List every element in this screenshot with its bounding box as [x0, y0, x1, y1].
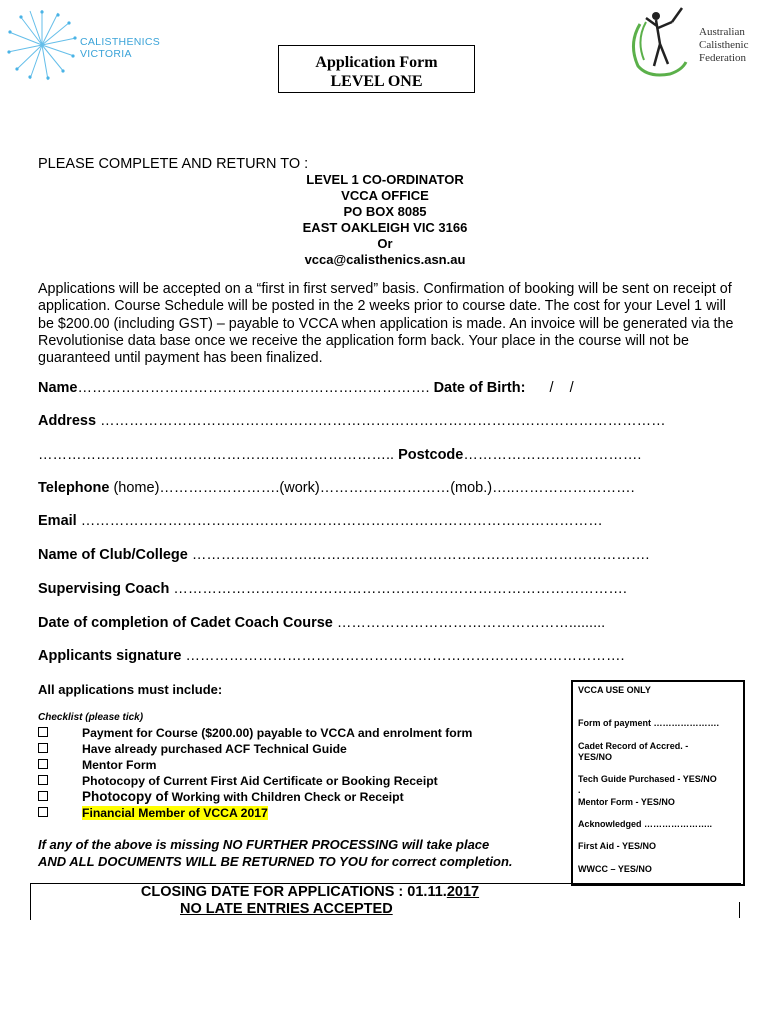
logo-line: Calisthenic	[699, 39, 749, 51]
starburst-logo-icon	[6, 8, 78, 82]
signature-row	[38, 648, 624, 664]
postcode-label: Postcode	[398, 447, 464, 463]
warning-line: AND ALL DOCUMENTS WILL BE RETURNED TO YOU for correct completion.	[38, 854, 513, 869]
checklist-label: Payment for Course ($200.00) payable to VCCA and enrolment form	[82, 726, 473, 740]
form-title: Application Form	[315, 54, 438, 71]
vcca-payment: Form of payment ………………….	[578, 718, 720, 728]
logo-line: CALISTHENICS	[80, 36, 161, 48]
vcca-cadet: Cadet Record of Accred. -	[578, 741, 689, 751]
dob-field[interactable]: / /	[549, 380, 574, 396]
address-line: Or	[377, 236, 393, 251]
address-label: Address	[38, 413, 97, 429]
vcca-cadet-yesno: YES/NO	[578, 752, 613, 762]
must-include-heading: All applications must include:	[38, 682, 223, 697]
logo-line: VICTORIA	[80, 48, 132, 60]
checklist-label: Photocopy of	[82, 789, 169, 804]
form-title-box	[278, 45, 475, 93]
no-late-entries: NO LATE ENTRIES ACCEPTED	[180, 901, 393, 917]
address-line: PO BOX 8085	[343, 204, 427, 219]
signature-field[interactable]: ……………………………………………………………………………….	[181, 648, 625, 664]
email-row	[38, 513, 603, 529]
vcca-use-only-box	[571, 680, 745, 886]
checklist-label: Working with Children Check or Receipt	[168, 790, 404, 804]
name-field[interactable]: ……………………………………………………………….	[77, 380, 430, 396]
cadet-field[interactable]: ………………………………………….........	[332, 615, 606, 631]
warning-line: If any of the above is missing NO FURTHER PROCESSING will take place	[38, 837, 490, 852]
intro-paragraph: Applications will be accepted on a “first in first served” basis. Confirmation of booking will be sent on receipt of application. Course Schedule will be posted in the 2 weeks prior to course date. The cost for your Level 1 will be $200.00 (including GST) – payable to VCCA when application is made. An invoice will be generated via the Revolutionise data base once we receive the application form back. Your place in the course will not be guaranteed until payment has been finalized.	[38, 281, 734, 367]
club-label: Name of Club/College	[38, 547, 188, 563]
name-row	[38, 380, 574, 396]
club-field[interactable]: …………………….…………………………………………………………….	[187, 547, 650, 563]
cadet-label: Date of completion of Cadet Coach Course	[38, 615, 333, 631]
vcca-heading: VCCA USE ONLY	[578, 685, 651, 695]
coach-field[interactable]: ………………………………………………………………………………….	[169, 581, 627, 597]
checklist-label-highlighted: Financial Member of VCCA 2017	[82, 806, 268, 820]
checklist-item	[38, 806, 268, 820]
checkbox[interactable]	[38, 759, 48, 769]
address-row	[38, 413, 666, 429]
return-heading: PLEASE COMPLETE AND RETURN TO :	[38, 156, 309, 172]
coach-row	[38, 581, 627, 597]
checklist-label: Mentor Form	[82, 758, 157, 772]
email-address: vcca@calisthenics.asn.au	[304, 252, 466, 267]
telephone-field[interactable]: (home)…………………….(work)………………………(mob.)…..…………………….	[109, 480, 635, 496]
checklist-item	[38, 742, 347, 756]
email-field[interactable]: ………………………………………………………………………………………………	[76, 513, 603, 529]
address-line: LEVEL 1 CO-ORDINATOR	[306, 172, 464, 187]
postcode-field[interactable]: ……………………………….	[463, 447, 642, 463]
checklist-item	[38, 774, 438, 788]
coach-label: Supervising Coach	[38, 581, 170, 597]
return-address	[0, 172, 770, 268]
address2-field[interactable]: ………………………………………………………………..	[38, 447, 399, 463]
closing-date	[30, 884, 590, 918]
checkbox[interactable]	[38, 807, 48, 817]
logo-line: Australian	[699, 26, 745, 38]
checkbox[interactable]	[38, 743, 48, 753]
checkbox[interactable]	[38, 775, 48, 785]
address2-row	[38, 447, 641, 463]
vcca-mentor: Mentor Form - YES/NO	[578, 797, 675, 807]
address-line: EAST OAKLEIGH VIC 3166	[302, 220, 468, 235]
logo-text	[699, 26, 749, 65]
logo-text	[80, 36, 160, 60]
vcca-tech-guide: Tech Guide Purchased - YES/NO	[578, 774, 717, 784]
closing-line	[30, 884, 590, 901]
telephone-row	[38, 480, 635, 496]
checkbox[interactable]	[38, 727, 48, 737]
logo-line: Federation	[699, 52, 747, 64]
checklist-item	[38, 758, 156, 772]
closing-line	[30, 901, 590, 918]
acf-logo	[626, 4, 766, 84]
name-label: Name	[38, 380, 78, 396]
signature-label: Applicants signature	[38, 648, 182, 664]
vcca-acknowledged: Acknowledged …………………..	[578, 819, 713, 829]
checklist-item	[38, 726, 472, 740]
address-field[interactable]: ………………………………………………………………………………………………………	[100, 413, 666, 429]
acf-figure-logo-icon	[626, 4, 696, 82]
closing-label: CLOSING DATE FOR APPLICATIONS : 01.11.	[140, 884, 447, 900]
club-row	[38, 547, 649, 563]
vcca-wwcc: WWCC – YES/NO	[578, 864, 652, 874]
form-level: LEVEL ONE	[330, 73, 423, 90]
checklist-label: Photocopy of Current First Aid Certificate or Booking Receipt	[82, 774, 438, 788]
checkbox[interactable]	[38, 791, 48, 801]
vcca-dot: .	[578, 785, 581, 795]
checklist-item	[38, 789, 404, 804]
telephone-label: Telephone	[38, 480, 110, 496]
vcca-first-aid: First Aid - YES/NO	[578, 841, 657, 851]
warning-text	[38, 836, 513, 870]
email-label: Email	[38, 513, 77, 529]
checklist-title: Checklist (please tick)	[38, 712, 144, 723]
dob-label: Date of Birth:	[433, 380, 526, 396]
checklist-label: Have already purchased ACF Technical Guide	[82, 742, 347, 756]
calisthenics-victoria-logo	[6, 8, 166, 82]
closing-year: 2017	[446, 884, 480, 900]
closing-box-edge	[739, 902, 740, 918]
address-line: VCCA OFFICE	[341, 188, 429, 203]
cadet-row	[38, 615, 605, 631]
